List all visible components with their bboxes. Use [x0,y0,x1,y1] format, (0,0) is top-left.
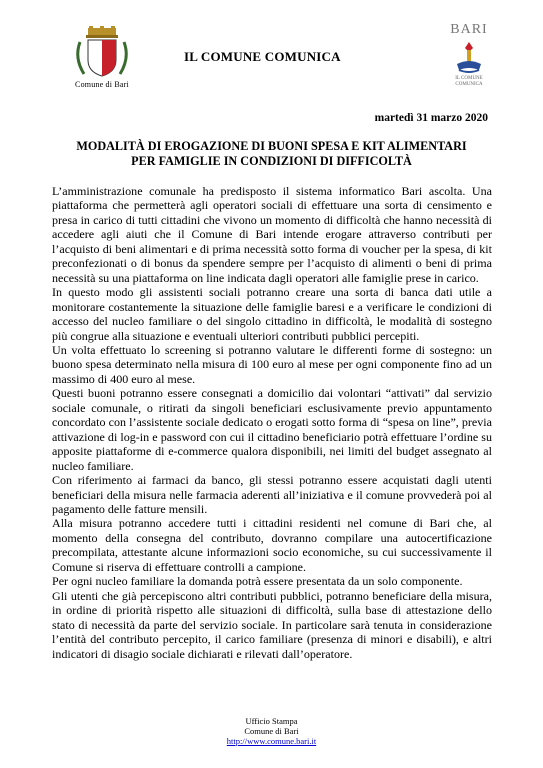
bari-comunica-logo [441,22,497,102]
left-logo-caption: Comune di Bari [75,80,129,89]
page-footer [0,716,543,746]
page-header-title: IL COMUNE COMUNICA [184,49,341,64]
page-header [0,0,543,110]
footer-organization: Comune di Bari [244,726,299,736]
footer-office: Ufficio Stampa [245,716,298,726]
footer-website-link[interactable]: http://www.comune.bari.it [226,736,317,746]
right-logo-small-text-1: IL COMUNE [455,76,483,81]
body-paragraph: Gli utenti che già percepiscono altri contributi pubblici, potranno beneficiare della misura, in ordine di priorità rispetto alle situazioni di difficoltà, sulla base di attestazione dello stato di necessità da parte del servizio sociale. In particolare sarà tenuta in considerazione l’entità del contributo percepito, il carico familiare (presenza di minori e disabili), e altri indicatori di disagio sociale dichiarati e rilevati dall’operatore. [52,588,492,661]
coat-of-arms-icon [72,26,132,78]
body-paragraph: Un volta effettuato lo screening si potranno valutare le differenti forme di sostegno: un buono spesa determinato nella misura di 100 euro al mese per ogni componente fino ad un massimo di 400 euro al mese. [52,342,492,386]
saint-nicholas-emblem-icon [453,40,485,76]
body-paragraph: Questi buoni potranno essere consegnati a domicilio dai volontari “attivati” dal servizio sociale comunale, o ritirati da singoli beneficiari esclusivamente previo appuntamento concordato con l’assistente sociale dedicato o erogati sotto forma di “spesa on line”, previa attivazione di log-in e password con cui il cittadino beneficiario potrà effettuare l’ordine su apposite piattaforme di e-commerce qualora disponibili, nei limiti del budget assegnato al nucleo familiare. [52,386,492,473]
title-line-2: PER FAMIGLIE IN CONDIZIONI DI DIFFICOLTÀ [131,154,412,168]
comune-di-bari-logo [72,26,132,110]
body-paragraph: Con riferimento ai farmaci da banco, gli stessi potranno essere acquistati dagli utenti beneficiari della misura nelle farmacia aderenti all’iniziativa e il comune provvederà poi al pagamento delle fatture mensili. [52,473,492,516]
bari-logo-word: BARI [450,22,488,37]
body-paragraph: L’amministrazione comunale ha predisposto il sistema informatico Bari ascolta. Una piattaforma che permetterà agli operatori sociali di effettuare una sorta di censimento e presa in carico di tutti cittadini che vivono un momento di difficoltà che hanno necessità di accedere agli aiuti che il Comune di Bari intende erogare attraverso contributi per l’acquisto di beni alimentari e di prima necessità sotto forma di voucher per la spesa, di kit preconfezionati o di bonus da spendere sempre per l’acquisto di alimenti o beni di prima necessità su una piattaforma on line indicata dagli operatori alle famiglie prese in carico. [52,184,492,285]
document-body [52,184,492,661]
body-paragraph: Alla misura potranno accedere tutti i cittadini residenti nel comune di Bari che, al momento della consegna del contributo, dovranno compilare una autocertificazione precompilata, attestante alcune informazioni socio economiche, su cui successivamente il Comune si riserva di effettuare controlli a campione. [52,516,492,574]
title-line-1: MODALITÀ DI EROGAZIONE DI BUONI SPESA E KIT ALIMENTARI [76,139,467,153]
right-logo-small-text-2: COMUNICA [455,82,483,87]
body-paragraph: Per ogni nucleo familiare la domanda potrà essere presentata da un solo componente. [52,574,463,589]
document-date: martedì 31 marzo 2020 [374,112,488,124]
body-paragraph: In questo modo gli assistenti sociali potranno creare una sorta di banca dati utile a monitorare costantemente la situazione delle famiglie baresi e a verificare le condizioni di accesso del nucleo familiare o del singolo cittadino in difficoltà, le modalità di sostegno più congrue alla situazione e eventuali ulteriori contributi pubblici percepiti. [52,285,492,343]
document-title [40,139,503,169]
